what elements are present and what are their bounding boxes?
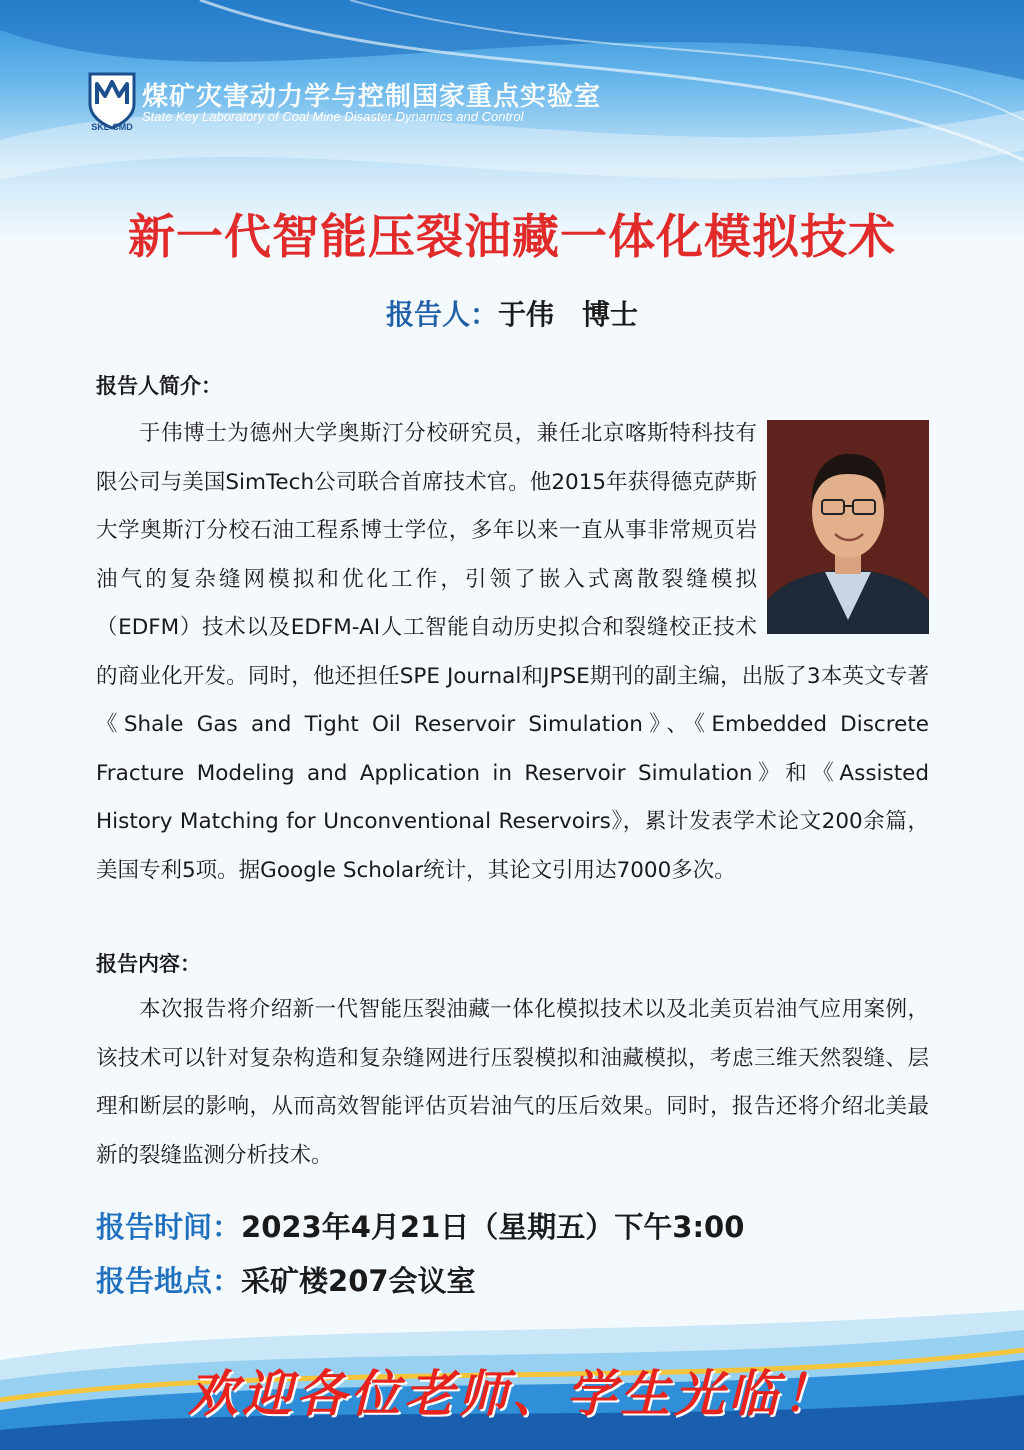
speaker-name: 于伟 博士 — [498, 298, 639, 331]
time-line — [96, 1205, 744, 1246]
time-value: 2023年4月21日（星期五）下午3:00 — [241, 1210, 745, 1244]
lab-name-cn: 煤矿灾害动力学与控制国家重点实验室 — [142, 82, 602, 112]
poster-title: 新一代智能压裂油藏一体化模拟技术 — [128, 210, 896, 265]
laboratory-shield-logo — [86, 70, 138, 132]
bio-heading: 报告人简介： — [96, 374, 222, 398]
content-heading: 报告内容： — [96, 952, 201, 976]
time-label: 报告时间： — [96, 1210, 242, 1244]
bio-section — [96, 410, 929, 895]
content-text: 本次报告将介绍新一代智能压裂油藏一体化模拟技术以及北美页岩油气应用案例，该技术可以针对复杂构造和复杂缝网进行压裂模拟和油藏模拟，考虑三维天然裂缝、层理和断层的影响，从而高效智能评估页岩油气的压后效果。同时，报告还将介绍北美最新的裂缝监测分析技术。 — [96, 997, 929, 1168]
place-line — [96, 1259, 476, 1300]
speaker-label: 报告人： — [385, 298, 498, 331]
place-label: 报告地点： — [96, 1264, 242, 1298]
speaker-line — [0, 293, 1024, 333]
lab-name-en: State Key Laboratory of Coal Mine Disaster Dynamics and Control — [142, 109, 524, 124]
bio-text: 于伟博士为德州大学奥斯汀分校研究员，兼任北京喀斯特科技有限公司与美国SimTech公司联合首席技术官。他2015年获得德克萨斯大学奥斯汀分校石油工程系博士学位，多年以来一直从事非常规页岩油气的复杂缝网模拟和优化工作，引领了嵌入式离散裂缝模拟（EDFM）技术以及EDFM-AI人工智能自动历史拟合和裂缝校正技术的商业化开发。同时，他还担任SPE Journal和JPSE期刊的副主编，出版了3本英文专著《Shale Gas and Tight Oil Reservoir Simulation》、《Embedded Discrete Fracture Modeling and Application in Reservoir Simulation》和《Assisted History Matching for Unconventional Reservoirs》，累计发表学术论文200余篇，美国专利5项。据Google Scholar统计，其论文引用达7000多次。 — [96, 421, 929, 883]
speaker-photo — [767, 420, 929, 634]
welcome-message: 欢迎各位老师、学生光临！ — [188, 1364, 836, 1423]
place-value: 采矿楼207会议室 — [241, 1264, 476, 1298]
logo-text: SKL-CMD — [91, 122, 133, 132]
